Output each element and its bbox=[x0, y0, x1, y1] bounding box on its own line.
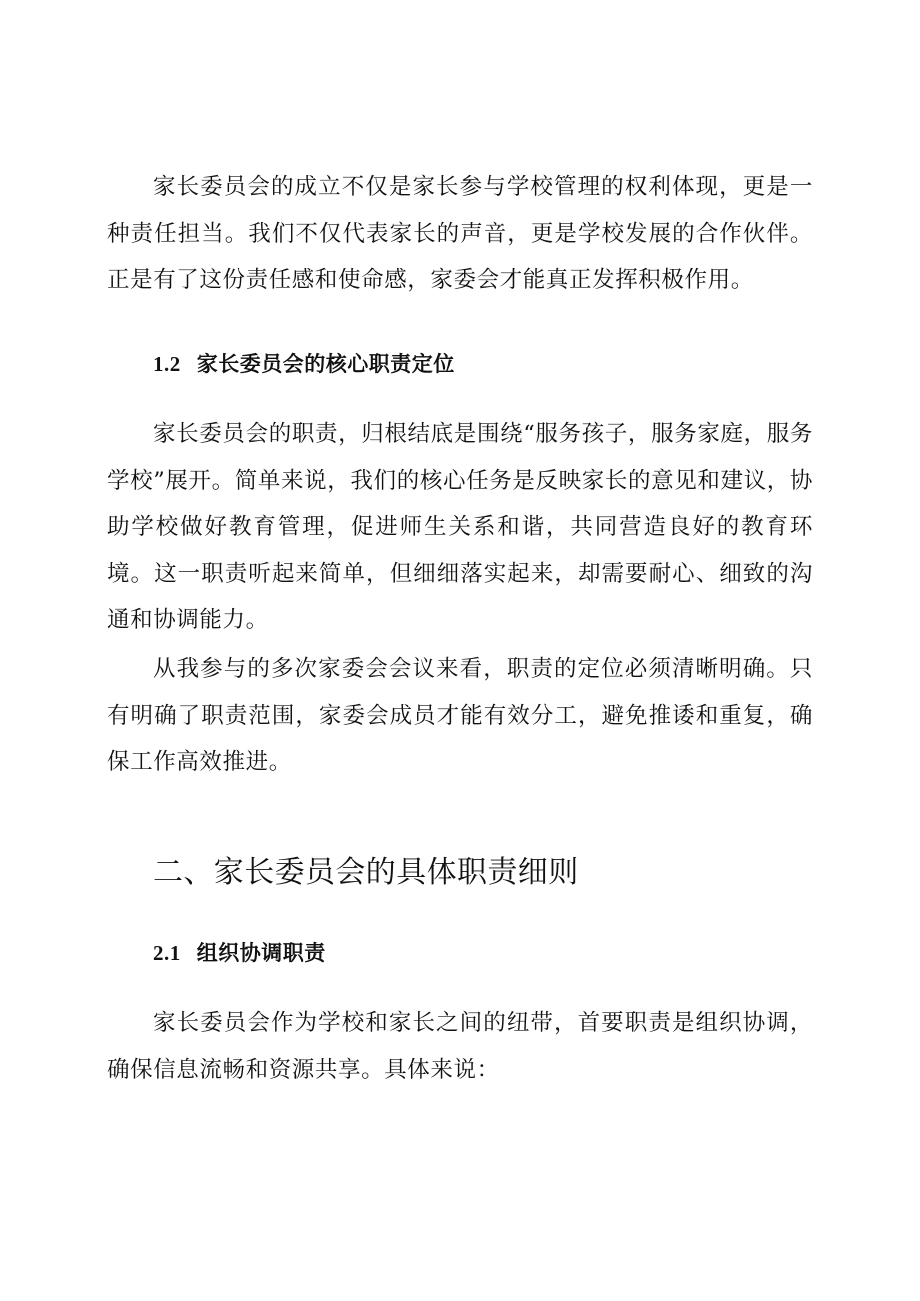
paragraph-core-duties: 家长委员会的职责，归根结底是围绕“服务孩子，服务家庭，服务学校”展开。简单来说，我们的核心任务是反映家长的意见和建议，协助学校做好教育管理，促进师生关系和谐，共同营造良好的教育环境。这一职责听起来简单，但细细落实起来，却需要耐心、细致的沟通和协调能力。 bbox=[107, 421, 813, 633]
paragraph-duty-definition: 从我参与的多次家委会会议来看，职责的定位必须清晰明确。只有明确了职责范围，家委会成员才能有效分工，避免推诿和重复，确保工作高效推进。 bbox=[107, 656, 813, 775]
section-number: 2.1 bbox=[153, 941, 181, 965]
paragraph-coordination: 家长委员会作为学校和家长之间的纽带，首要职责是组织协调，确保信息流畅和资源共享。具体来说： bbox=[107, 1010, 813, 1083]
section-heading-1-2 bbox=[153, 349, 455, 379]
paragraph-intro: 家长委员会的成立不仅是家长参与学校管理的权利体现，更是一种责任担当。我们不仅代表家长的声音，更是学校发展的合作伙伴。正是有了这份责任感和使命感，家委会才能真正发挥积极作用。 bbox=[107, 174, 813, 293]
section-number: 1.2 bbox=[153, 352, 181, 376]
section-title: 家长委员会的核心职责定位 bbox=[196, 351, 455, 376]
section-heading-2-1 bbox=[153, 938, 326, 968]
section-title: 组织协调职责 bbox=[196, 940, 326, 965]
chapter-heading-2: 二、家长委员会的具体职责细则 bbox=[153, 855, 579, 890]
